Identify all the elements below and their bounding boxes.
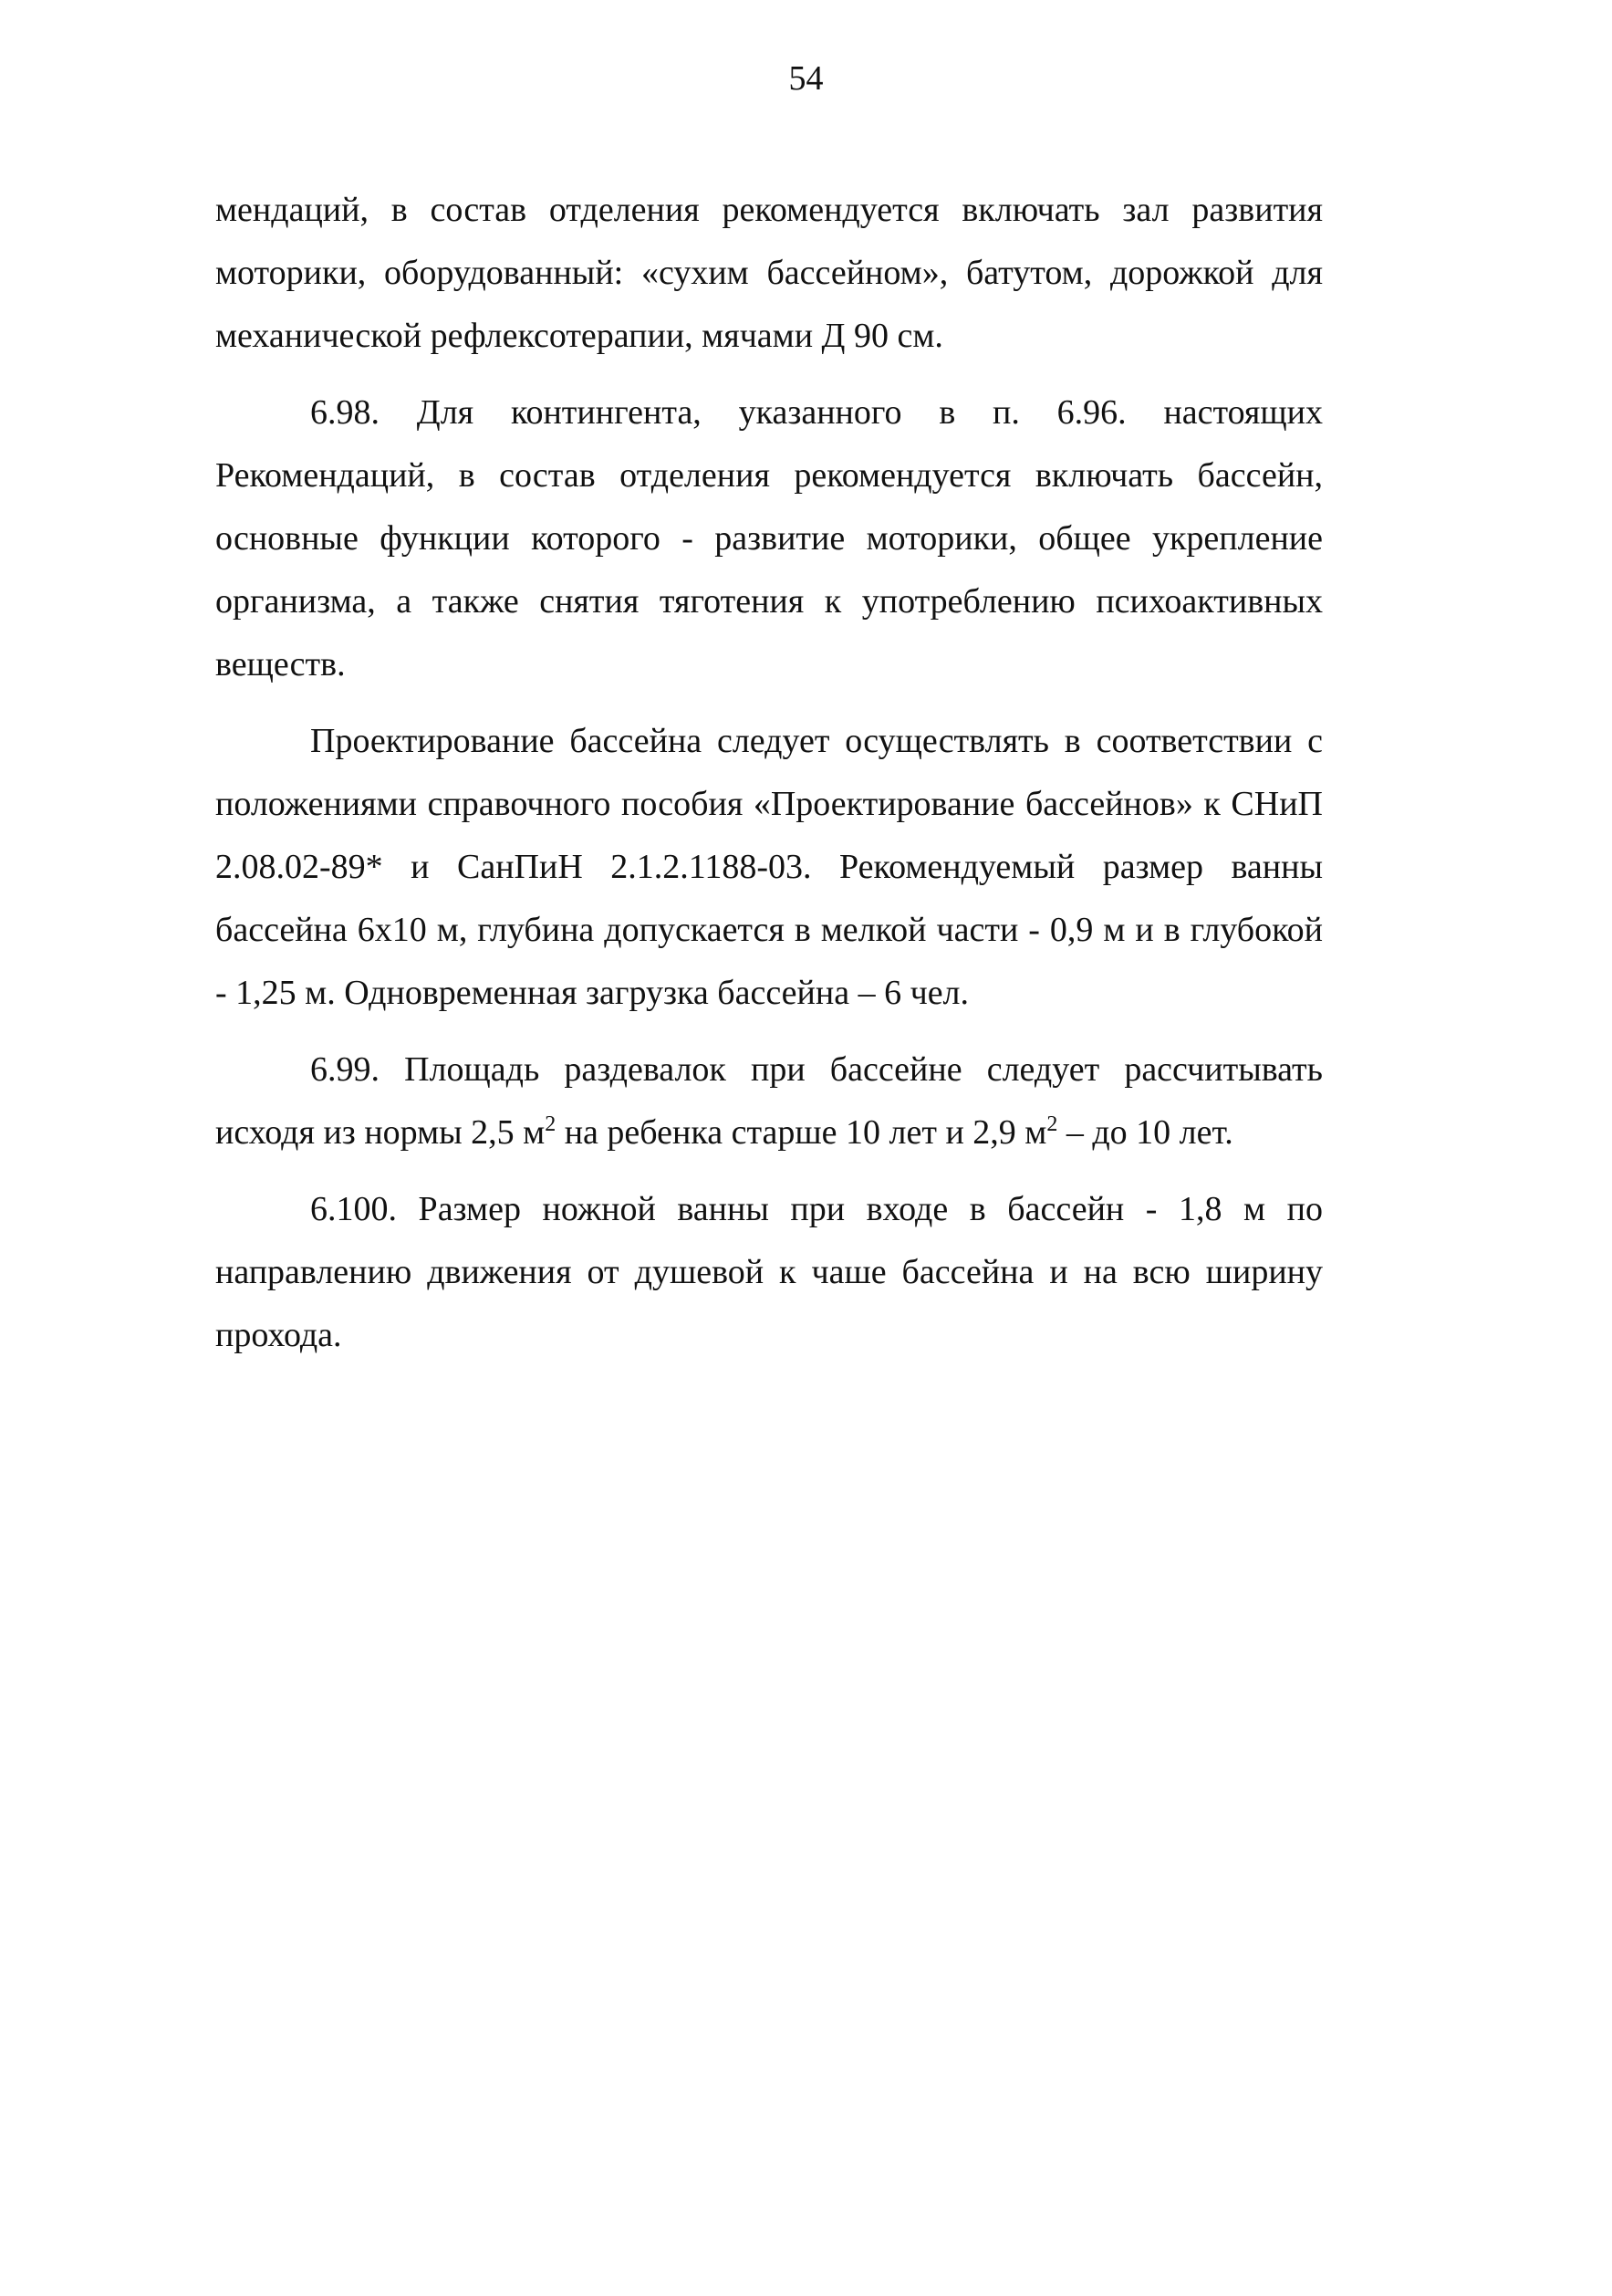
document-body — [215, 179, 1323, 1367]
paragraph-pool-design: Проектирование бассейна следует осуществлять в соответствии с положениями справочного пособия «Проектирование бассейнов» к СНиП 2.08.02-89* и СанПиН 2.1.2.1188-03. Рекомендуемый размер ванны бассейна 6х10 м, глубина допускается в мелкой части - 0,9 м и в глубокой - 1,25 м. Одновременная загрузка бассейна – 6 чел. — [215, 722, 1323, 1012]
superscript-2: 2 — [545, 1112, 556, 1136]
paragraph-6-99 — [215, 1038, 1323, 1164]
paragraph-6-99-part-a: 6.99. Площадь раздевалок при бассейне следует рассчитывать исходя из нормы 2,5 м — [215, 1050, 1323, 1152]
page-number: 54 — [788, 59, 824, 98]
superscript-2: 2 — [1046, 1112, 1058, 1136]
paragraph-6-99-part-c: – до 10 лет. — [1057, 1113, 1233, 1152]
paragraph-continuation: мендаций, в состав отделения рекомендуется включать зал развития моторики, оборудованный: «сухим бассейном», батутом, дорожкой для механической рефлексотерапии, мячами Д 90 см. — [215, 191, 1323, 355]
paragraph-6-100: 6.100. Размер ножной ванны при входе в бассейн - 1,8 м по направлению движения от душевой к чаше бассейна и на всю ширину прохода. — [215, 1190, 1323, 1354]
paragraph-6-99-part-b: на ребенка старше 10 лет и 2,9 м — [556, 1113, 1047, 1152]
paragraph-6-98: 6.98. Для контингента, указанного в п. 6.96. настоящих Рекомендаций, в состав отделения рекомендуется включать бассейн, основные функции которого - развитие моторики, общее укрепление организма, а также снятия тяготения к употреблению психоактивных веществ. — [215, 393, 1323, 684]
